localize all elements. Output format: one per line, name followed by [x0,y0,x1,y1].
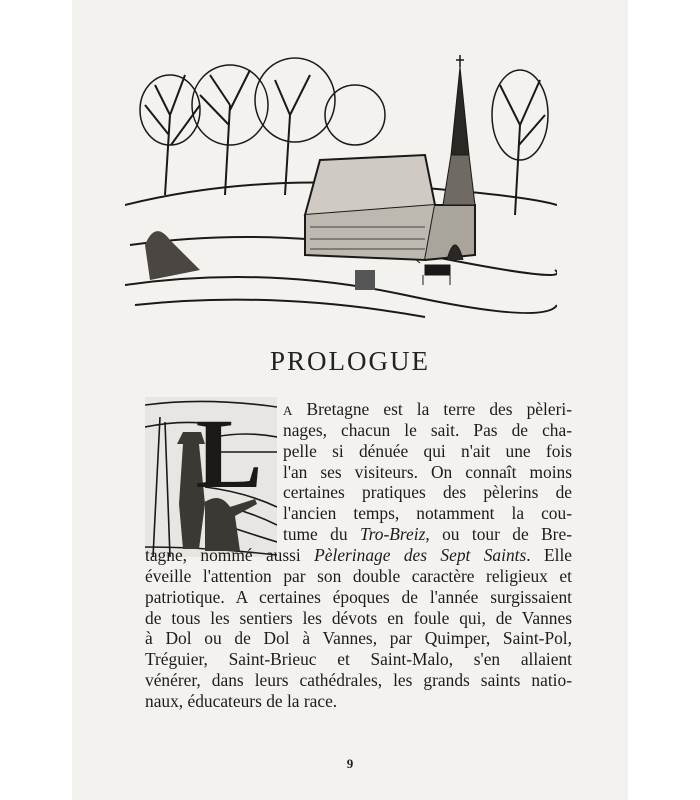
text-segment: vénérer, dans leurs cathédrales, les grands saints natio- [145,670,572,691]
text-segment: éveille l'attention par son double caractère religieux et [145,565,572,586]
text-line [145,649,572,670]
drop-cap-letter: L [195,398,263,509]
chapter-title: PROLOGUE [269,346,430,376]
text-segment: A [283,403,293,418]
text-segment: à Dol ou de Dol à Vannes, par Quimper, Saint-Pol, [145,628,572,649]
text-segment: , ou tour de Bre- [425,524,572,545]
text-line [283,399,572,421]
text-segment: tagne, nommé aussi [145,544,315,565]
text-line [145,566,572,587]
text-segment: l'an ses visiteurs. On connaît moins [283,461,572,482]
text-line [283,420,572,441]
text-line [145,608,572,629]
page-number: 9 [346,756,354,771]
drop-cap-woodcut-illustration [145,397,277,557]
chapel [305,55,475,260]
text-segment: patriotique. A certaines époques de l'année surgissaient [145,586,572,607]
woodcut-chapel-landscape-illustration [125,55,557,325]
text-line [283,441,572,462]
text-segment: certaines pratiques des pèlerins de [283,482,572,503]
text-line [145,545,572,566]
italic-phrase: Pèlerinage des Sept Saints [314,544,527,565]
text-line [283,462,572,483]
text-segment: tume du [283,524,360,545]
text-line [145,587,572,608]
text-segment: Tréguier, Saint-Brieuc et Saint-Malo, s'en allaient [145,649,572,670]
cow [415,259,450,285]
text-segment: l'ancien temps, notamment la cou- [283,503,572,524]
text-segment: naux, éducateurs de la race. [145,690,338,711]
text-segment: de tous les sentiers les dévots en foule qui, de Vannes [145,607,572,628]
text-segment: pelle si dénuée qui n'ait une fois [283,440,572,461]
text-line [283,524,572,545]
text-line [145,670,572,691]
text-line [145,628,572,649]
italic-phrase: Tro-Breiz [359,524,426,545]
text-segment: nages, chacun le sait. Pas de cha- [283,419,572,440]
text-line [283,503,572,524]
text-line [145,691,572,712]
text-segment: Bretagne est la terre des pèleri- [292,399,572,419]
text-segment: . Elle [526,544,573,565]
text-line [283,482,572,503]
